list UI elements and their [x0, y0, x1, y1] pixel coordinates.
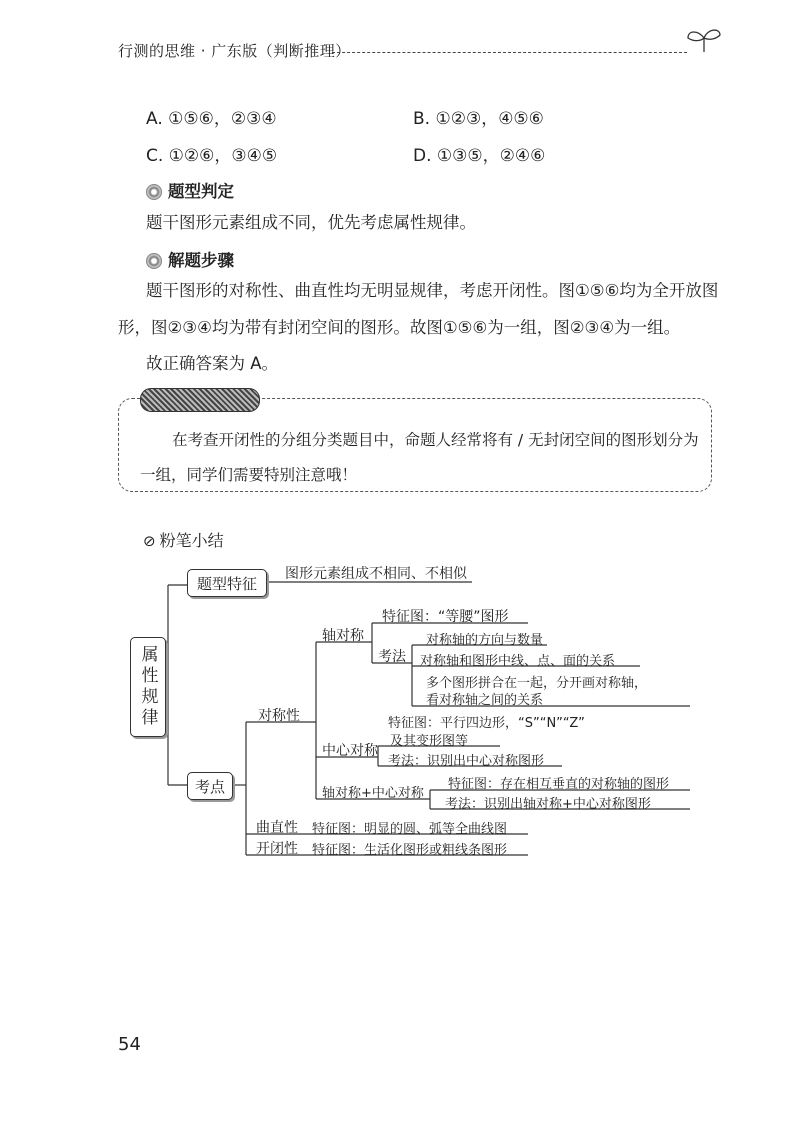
- tip-line-1: 在考查开闭性的分组分类题目中，命题人经常将有 / 无封闭空间的图形划分为: [172, 431, 699, 449]
- running-header: 行测的思维 · 广东版（判断推理）: [118, 42, 351, 60]
- node-center-symmetry: 中心对称: [322, 743, 378, 759]
- node-openness: 开闭性: [256, 841, 298, 857]
- axis-method-2: 对称轴和图形中线、点、面的关系: [420, 654, 616, 669]
- axis-method-3a: 多个图形拼合在一起，分开画对称轴，: [426, 676, 648, 691]
- both-feature: 特征图：存在相互垂直的对称轴的图形: [448, 777, 670, 792]
- pen-icon: ⊘: [143, 532, 156, 550]
- option-d: D. ①③⑤，②④⑥: [413, 146, 546, 166]
- curvature-feature: 特征图：明显的圆、弧等全曲线图: [312, 822, 508, 837]
- section-heading-type: 题型判定: [146, 178, 234, 202]
- axis-feature: 特征图：“等腰”图形: [382, 609, 509, 625]
- both-method: 考法：识别出轴对称+中心对称图形: [445, 797, 651, 812]
- section-heading-steps: 解题步骤: [146, 247, 234, 271]
- option-c: C. ①②⑥，③④⑤: [146, 146, 278, 166]
- center-feature-b: 及其变形图等: [390, 734, 469, 749]
- center-feature-a: 特征图：平行四边形，“S”“N”“Z”: [388, 716, 585, 731]
- axis-method-3b: 看对称轴之间的关系: [426, 693, 544, 708]
- option-b: B. ①②③，④⑤⑥: [413, 109, 544, 129]
- type-judgement-text: 题干图形元素组成不同，优先考虑属性规律。: [146, 213, 476, 232]
- node-question-type-desc: 图形元素组成不相同、不相似: [285, 566, 467, 582]
- node-symmetry: 对称性: [258, 708, 300, 724]
- openness-feature: 特征图：生活化图形或粗线条图形: [312, 843, 508, 858]
- node-axis-symmetry: 轴对称: [322, 628, 364, 644]
- node-axis-center-symmetry: 轴对称+中心对称: [322, 786, 424, 801]
- page-number: 54: [118, 1034, 141, 1055]
- summary-heading: ⊘ 粉笔小结: [143, 531, 224, 550]
- axis-method-1: 对称轴的方向与数量: [426, 633, 544, 648]
- node-curvature: 曲直性: [256, 820, 298, 836]
- mindmap-root: 属性规律: [130, 637, 166, 737]
- axis-method-label: 考法: [378, 649, 406, 665]
- tip-line-2: 一组，同学们需要特别注意哦！: [140, 466, 358, 484]
- node-question-type: 题型特征: [187, 569, 267, 597]
- center-method: 考法：识别出中心对称图形: [388, 754, 545, 769]
- solution-line-2: 形，图②③④均为带有封闭空间的图形。故图①⑤⑥为一组，图②③④为一组。: [118, 318, 681, 337]
- node-test-points: 考点: [187, 772, 233, 800]
- answer-line: 故正确答案为 A。: [146, 354, 279, 373]
- solution-line-1: 题干图形的对称性、曲直性均无明显规律，考虑开闭性。图①⑤⑥均为全开放图: [146, 281, 719, 300]
- option-a: A. ①⑤⑥，②③④: [146, 109, 277, 129]
